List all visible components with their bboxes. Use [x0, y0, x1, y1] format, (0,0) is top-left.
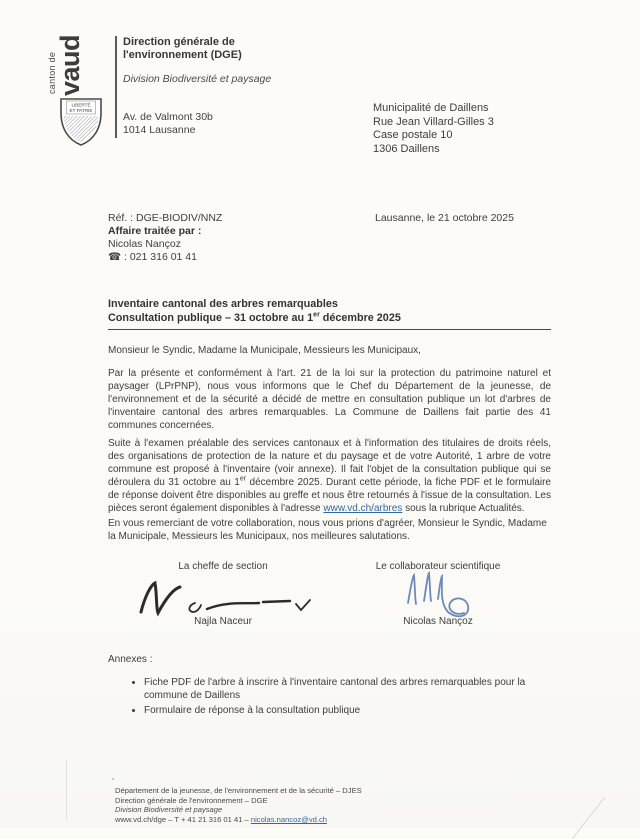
handled-by-label: Affaire traitée par : — [108, 225, 202, 237]
signature-left-title: La cheffe de section — [178, 561, 268, 572]
sender-division: Division Biodiversité et paysage — [123, 73, 272, 85]
dateline: Lausanne, le 21 octobre 2025 — [375, 212, 514, 224]
subject-block — [108, 298, 551, 330]
signature-left-handwriting — [133, 578, 313, 618]
footer-division: Division Biodiversité et paysage — [115, 805, 223, 815]
annexes-label: Annexes : — [108, 654, 153, 665]
handler-phone: ☎ : 021 316 01 41 — [108, 251, 197, 263]
footer-block — [115, 786, 362, 824]
annexes-list — [108, 677, 544, 721]
sender-block — [123, 36, 271, 137]
annex-item: • Fiche PDF de l'arbre à inscrire à l'inventaire cantonal des arbres remarquables pour la commune de Daillens — [144, 677, 544, 702]
reference-block — [108, 212, 222, 264]
recipient-line: Case postale 10 — [373, 129, 453, 141]
logo-wordmark — [48, 22, 84, 96]
recipient-line: 1306 Daillens — [373, 142, 440, 155]
scan-artifact — [66, 760, 67, 820]
arbres-link[interactable]: www.vd.ch/arbres — [323, 503, 403, 514]
footer-contact: www.vd.ch/dge – T + 41 21 316 01 41 – nicolas.nancoz@vd.ch — [115, 814, 327, 824]
signature-right-name: Nicolas Nançoz — [403, 616, 473, 627]
sender-org-line2: l'environnement (DGE) — [123, 49, 242, 61]
footer-direction: Direction générale de l'environnement – DGE — [115, 795, 268, 805]
sender-org-line1: Direction générale de — [123, 36, 235, 48]
shield-motto-line2: ET PATRIE — [69, 108, 93, 113]
signature-left-name: Najla Naceur — [194, 616, 252, 627]
handler-name: Nicolas Nançoz — [108, 238, 181, 250]
subject-line1: Inventaire cantonal des arbres remarquables — [108, 298, 338, 310]
scan-artifact — [572, 797, 605, 839]
superscript-er: er — [313, 310, 320, 318]
subject-line2: Consultation publique – 31 octobre au 1er décembre 2025 — [108, 310, 401, 324]
shield-motto-line1: LIBERTÉ — [71, 102, 91, 108]
recipient-line: Municipalité de Daillens — [373, 102, 489, 114]
superscript-er: er — [239, 475, 247, 483]
sender-address-line2: 1014 Lausanne — [123, 124, 196, 136]
signature-right-title: Le collaborateur scientifique — [375, 561, 501, 572]
paragraph-2: Suite à l'examen préalable des services cantonaux et à l'information des titulaires de droits réels, des organisations de protection de la nature et du paysage et de votre Autorité, 1 arbre de votre commune est proposé à l'inventaire (voir annexe). Il fait l'objet de la consultation publique qui se déroulera du 31 octobre au 1er décembre 2025. Durant cette période, la fiche PDF et le formulaire de réponse doivent être disponibles au greffe et nous être retournés à l'issue de la consultation. Les pièces seront également disponibles à l'adresse www.vd.ch/arbres sous la rubrique Actualités. — [108, 438, 551, 514]
salutation: Monsieur le Syndic, Madame la Municipale, Messieurs les Municipaux, — [108, 345, 421, 356]
sender-address-line1: Av. de Valmont 30b — [123, 111, 213, 123]
recipient-block — [373, 102, 494, 156]
paragraph-1: Par la présente et conformément à l'art. 21 de la loi sur la protection du patrimoine naturel et paysager (LPrPNP), nous vous informons que le Chef du Département de la jeunesse, de l'environnement et de la sécurité a décidé de mettre en consultation publique un lot d'arbres de l'inventaire cantonal des arbres remarquables. La Commune de Daillens fait partie des 41 communes concernées. — [108, 368, 551, 431]
footer-email-link[interactable]: nicolas.nancoz@vd.ch — [250, 814, 327, 824]
recipient-line: Rue Jean Villard-Gilles 3 — [373, 115, 494, 128]
reference-number: Réf. : DGE-BIODIV/NNZ — [108, 212, 223, 224]
vaud-shield-icon — [59, 97, 103, 147]
scan-artifact — [112, 778, 114, 780]
footer-department: Département de la jeunesse, de l'environnement et de la sécurité – DJES — [115, 786, 362, 795]
logo-text-small: canton de — [47, 51, 57, 94]
annex-item: • Formulaire de réponse à la consultation publique — [144, 705, 544, 718]
closing-paragraph: En vous remerciant de votre collaboration, nous vous prions d'agréer, Monsieur le Syndic, Madame la Municipale, Messieurs les Municipaux, nos meilleures salutations. — [108, 518, 547, 542]
header-divider — [115, 36, 117, 138]
logo-text-large: vaud — [55, 34, 85, 96]
